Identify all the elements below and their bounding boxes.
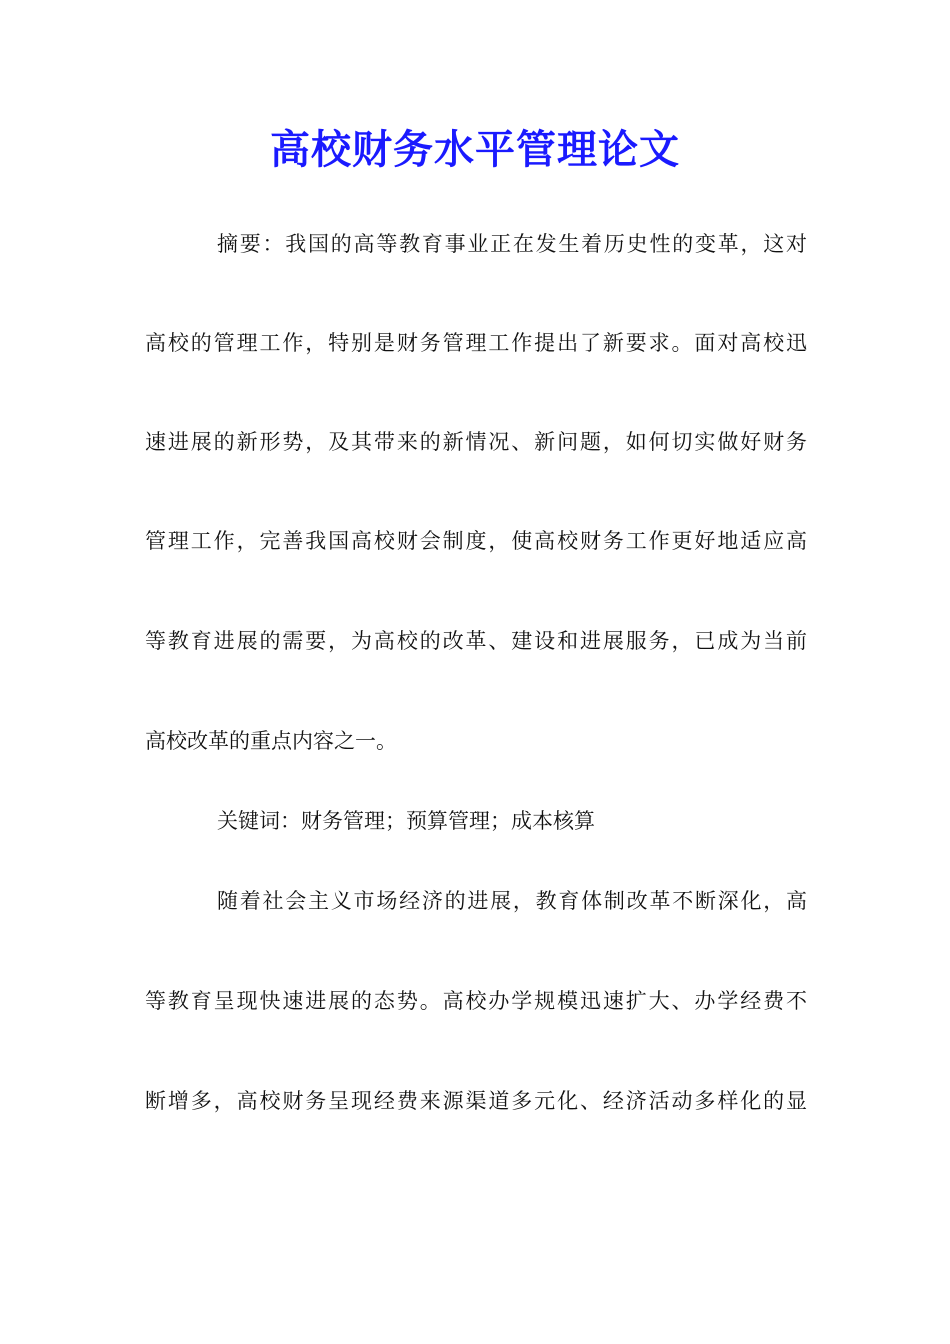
document-title: 高校财务水平管理论文 [270,126,680,173]
abstract-line-2: 高校的管理工作，特别是财务管理工作提出了新要求。面对高校迅 [145,331,807,355]
abstract-line-3: 速进展的新形势，及其带来的新情况、新问题，如何切实做好财务 [145,430,807,454]
abstract-line-5: 等教育进展的需要，为高校的改革、建设和进展服务，已成为当前 [145,629,807,653]
abstract-line-6: 高校改革的重点内容之一。 [145,729,397,753]
body-line-3: 断增多，高校财务呈现经费来源渠道多元化、经济活动多样化的显 [145,1089,807,1113]
abstract-line-4: 管理工作，完善我国高校财会制度，使高校财务工作更好地适应高 [145,529,807,553]
abstract-line-1: 摘要：我国的高等教育事业正在发生着历史性的变革，这对 [217,232,807,256]
keywords-line: 关键词：财务管理；预算管理；成本核算 [217,809,595,833]
body-line-2: 等教育呈现快速进展的态势。高校办学规模迅速扩大、办学经费不 [145,989,807,1013]
body-line-1: 随着社会主义市场经济的进展，教育体制改革不断深化，高 [217,889,807,913]
